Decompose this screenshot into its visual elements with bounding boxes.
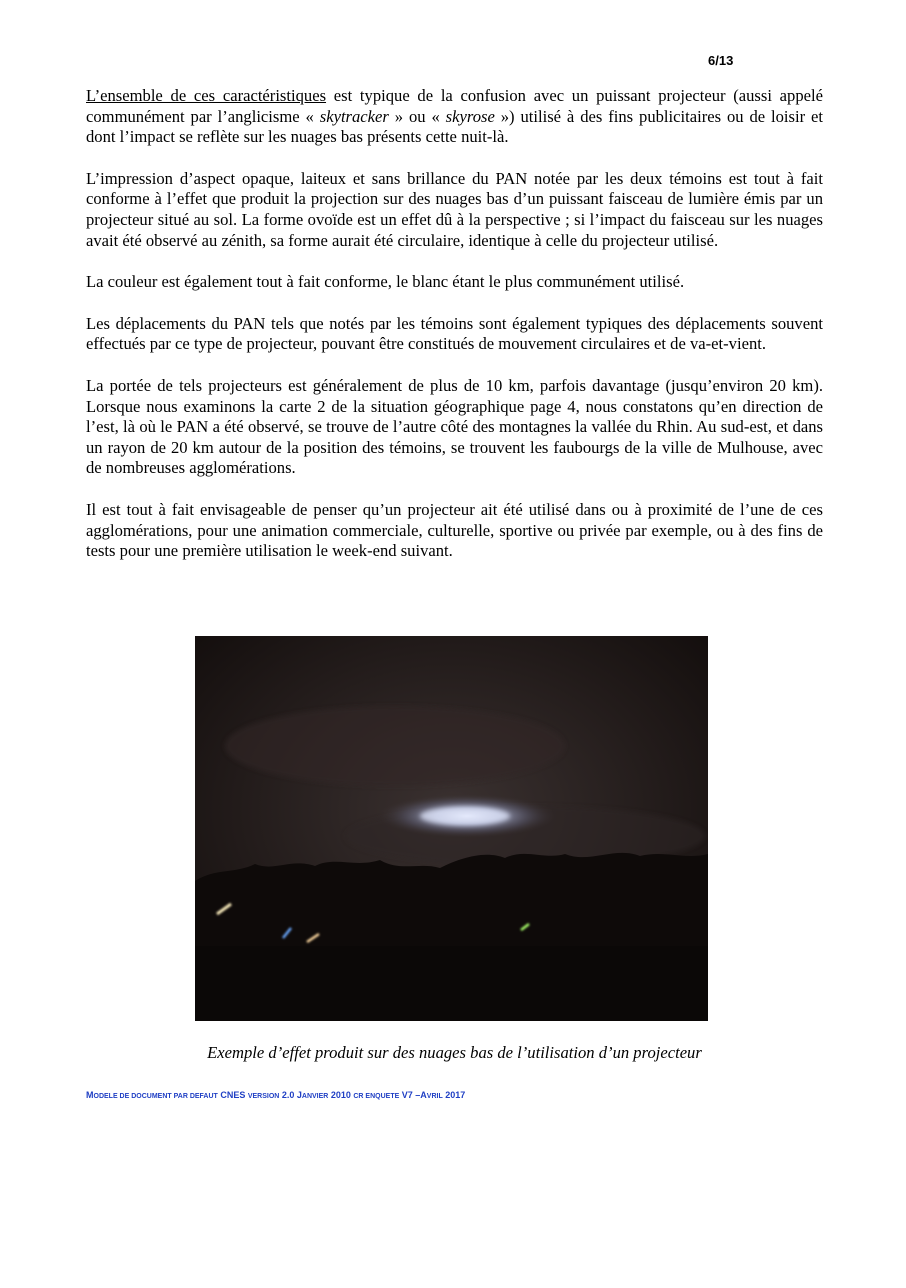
- paragraph-movements: Les déplacements du PAN tels que notés par les témoins sont également typiques des déplacements souvent effectués par ce type de projecteur, pouvant être constitués de mouvement circulaires et de va-et-vient.: [86, 313, 823, 354]
- underlined-phrase: L’ensemble de ces caractéristiques: [86, 86, 327, 105]
- term-skyrose: skyrose: [445, 106, 495, 126]
- paragraph-hypothesis: Il est tout à fait envisageable de penser qu’un projecteur ait été utilisé dans ou à proximité de l’une de ces agglomérations, pour une animation commerciale, culturelle, sportive ou privée par exemple, ou à des fins de tests pour une première utilisation le week-end suivant.: [86, 499, 823, 561]
- paragraph-opaque-aspect: L’impression d’aspect opaque, laiteux et sans brillance du PAN notée par les deux témoins est tout à fait conforme à l’effet que produit la projection sur des nuages bas d’un puissant faisceau de lumière émis par un projecteur situé au sol. La forme ovoïde est un effet dû à la perspective ; si l’impact du faisceau sur les nuages avait été observé au zénith, sa forme aurait été circulaire, identique à celle du projecteur utilisé.: [86, 168, 823, 250]
- projector-photo: [195, 636, 708, 1021]
- figure-caption: Exemple d’effet produit sur des nuages bas de l’utilisation d’un projecteur: [207, 1043, 702, 1062]
- term-skytracker: skytracker: [319, 106, 389, 126]
- paragraph-color: La couleur est également tout à fait conforme, le blanc étant le plus communément utilisé.: [86, 272, 685, 292]
- night-sky-image: [195, 636, 708, 1021]
- paragraph-projector-confusion: L’ensemble de ces caractéristiques est typique de la confusion avec un puissant projecteur (aussi appelé communément par l’anglicisme « skytracker » ou « skyrose ») utilisé à des fins publicitaires ou de loisir et dont l’impact se reflète sur les nuages bas présents cette nuit-là.: [86, 86, 824, 147]
- page-number: 6/13: [708, 53, 734, 68]
- paragraph-range: La portée de tels projecteurs est généralement de plus de 10 km, parfois davantage (jusqu’environ 20 km). Lorsque nous examinons la carte 2 de la situation géographique page 4, nous constatons qu’en direction de l’est, là où le PAN a été observé, se trouve de l’autre côté des montagnes la vallée du Rhin. Au sud-est, et dans un rayon de 20 km autour de la position des témoins, se trouvent les faubourgs de la ville de Mulhouse, avec de nombreuses agglomérations.: [86, 375, 823, 478]
- body-text: [86, 86, 823, 583]
- ground: [195, 946, 708, 1021]
- footer: MODELE DE DOCUMENT PAR DEFAUT CNES VERSION 2.0 JANVIER 2010 CR ENQUETE V7 –AVRIL 2017: [86, 1090, 466, 1100]
